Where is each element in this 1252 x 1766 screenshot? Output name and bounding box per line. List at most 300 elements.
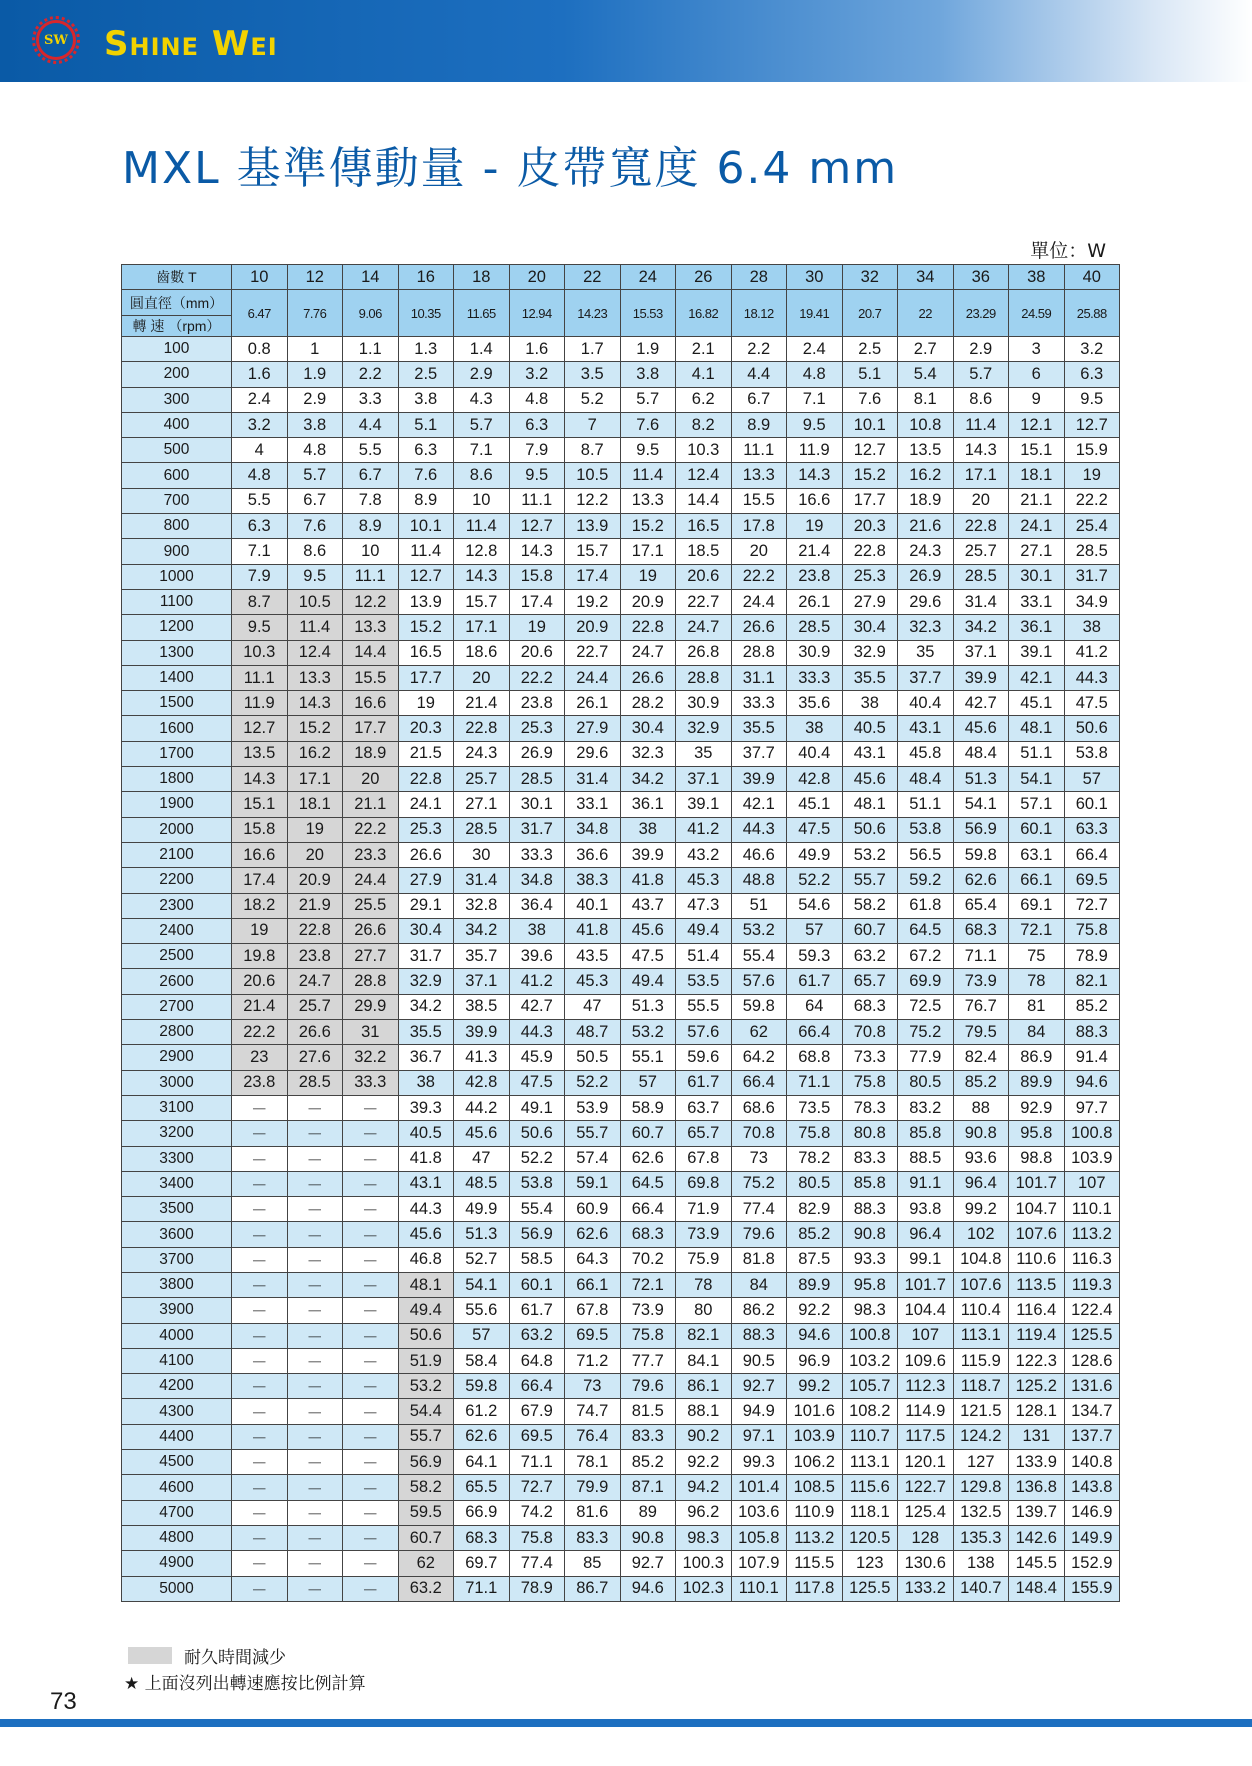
value-cell: 155.9	[1064, 1576, 1120, 1601]
value-cell: 86.9	[1009, 1045, 1065, 1070]
value-cell: 20.6	[232, 969, 288, 994]
value-cell: 41.8	[620, 868, 676, 893]
value-cell: 120.5	[842, 1525, 898, 1550]
table-row	[122, 514, 1120, 539]
value-cell: 88.3	[842, 1197, 898, 1222]
table-row	[122, 1551, 1120, 1576]
value-cell: 42.1	[731, 792, 787, 817]
value-cell: 56.9	[953, 817, 1009, 842]
value-cell: 90.2	[676, 1424, 732, 1449]
value-cell: 2.5	[398, 362, 454, 387]
value-cell: 5.2	[565, 387, 621, 412]
table-row	[122, 1424, 1120, 1449]
value-cell: 136.8	[1009, 1475, 1065, 1500]
value-cell: 10.3	[676, 438, 732, 463]
value-cell: 75.8	[787, 1121, 843, 1146]
value-cell: 3.8	[620, 362, 676, 387]
value-cell: 19	[620, 564, 676, 589]
value-cell: 3.2	[509, 362, 565, 387]
value-cell: 103.6	[731, 1500, 787, 1525]
rpm-cell: 4800	[122, 1525, 232, 1550]
value-cell: 19.2	[565, 589, 621, 614]
value-cell: 3.2	[232, 412, 288, 437]
value-cell: 19	[1064, 463, 1120, 488]
value-cell: 121.5	[953, 1399, 1009, 1424]
value-cell: 51.3	[953, 767, 1009, 792]
value-cell: 20.9	[620, 589, 676, 614]
value-cell: 38	[787, 716, 843, 741]
value-cell: 21.4	[787, 539, 843, 564]
value-cell: 42.8	[454, 1070, 510, 1095]
value-cell: 81.5	[620, 1399, 676, 1424]
value-cell: 46.6	[731, 842, 787, 867]
value-cell: 50.5	[565, 1045, 621, 1070]
value-cell: 142.6	[1009, 1525, 1065, 1550]
value-cell: 125.5	[1064, 1323, 1120, 1348]
value-cell: 11.9	[232, 691, 288, 716]
value-cell: 11.1	[509, 488, 565, 513]
value-cell: 63.7	[676, 1095, 732, 1120]
table-row	[122, 1222, 1120, 1247]
value-cell: 32.9	[398, 969, 454, 994]
value-cell: 107	[1064, 1171, 1120, 1196]
value-cell: 113.1	[842, 1450, 898, 1475]
value-cell: 4.8	[509, 387, 565, 412]
value-cell: 35	[676, 741, 732, 766]
value-cell: 36.6	[565, 842, 621, 867]
value-cell: 63.2	[842, 944, 898, 969]
value-cell: －	[287, 1348, 343, 1373]
value-cell: 19	[232, 918, 288, 943]
value-cell: 110.4	[953, 1298, 1009, 1323]
value-cell: 42.7	[953, 691, 1009, 716]
value-cell: 44.3	[509, 1020, 565, 1045]
diameter-cell: 16.82	[676, 290, 732, 337]
value-cell: －	[343, 1272, 399, 1297]
value-cell: 5.7	[454, 412, 510, 437]
value-cell: 59.5	[398, 1500, 454, 1525]
value-cell: 6.2	[676, 387, 732, 412]
value-cell: 40.5	[398, 1121, 454, 1146]
value-cell: 109.6	[898, 1348, 954, 1373]
value-cell: 56.5	[898, 842, 954, 867]
value-cell: －	[232, 1500, 288, 1525]
value-cell: 8.7	[232, 589, 288, 614]
value-cell: 23.8	[787, 564, 843, 589]
value-cell: 17.4	[565, 564, 621, 589]
value-cell: 8.6	[287, 539, 343, 564]
teeth-cell: 18	[454, 265, 510, 290]
value-cell: 105.7	[842, 1374, 898, 1399]
page-title: MXL 基準傳動量 - 皮帶寬度 6.4 mm	[122, 143, 899, 194]
value-cell: 75.2	[898, 1020, 954, 1045]
value-cell: 96.9	[787, 1348, 843, 1373]
value-cell: 100.8	[1064, 1121, 1120, 1146]
rpm-cell: 4100	[122, 1348, 232, 1373]
value-cell: 7.6	[287, 514, 343, 539]
table-row	[122, 488, 1120, 513]
rpm-cell: 1400	[122, 665, 232, 690]
value-cell: 32.8	[454, 893, 510, 918]
value-cell: 41.8	[565, 918, 621, 943]
value-cell: 34.2	[620, 767, 676, 792]
value-cell: 87.5	[787, 1247, 843, 1272]
value-cell: 82.9	[787, 1197, 843, 1222]
value-cell: 36.7	[398, 1045, 454, 1070]
value-cell: 96.2	[676, 1500, 732, 1525]
value-cell: 79.5	[953, 1020, 1009, 1045]
value-cell: －	[232, 1576, 288, 1601]
value-cell: 34.8	[509, 868, 565, 893]
value-cell: 117.8	[787, 1576, 843, 1601]
value-cell: 53.2	[398, 1374, 454, 1399]
value-cell: 113.2	[1064, 1222, 1120, 1247]
value-cell: 66.4	[787, 1020, 843, 1045]
value-cell: 47	[565, 994, 621, 1019]
value-cell: 19	[287, 817, 343, 842]
value-cell: 58.4	[454, 1348, 510, 1373]
value-cell: 22.8	[953, 514, 1009, 539]
value-cell: 71.1	[509, 1450, 565, 1475]
value-cell: －	[287, 1197, 343, 1222]
value-cell: 43.1	[898, 716, 954, 741]
value-cell: 53.9	[565, 1095, 621, 1120]
value-cell: 75	[1009, 944, 1065, 969]
value-cell: 48.1	[842, 792, 898, 817]
value-cell: 20.3	[398, 716, 454, 741]
value-cell: 87.1	[620, 1475, 676, 1500]
value-cell: 45.6	[953, 716, 1009, 741]
value-cell: 152.9	[1064, 1551, 1120, 1576]
value-cell: 38	[398, 1070, 454, 1095]
value-cell: 41.2	[676, 817, 732, 842]
value-cell: 11.1	[731, 438, 787, 463]
value-cell: 60.9	[565, 1197, 621, 1222]
table-row	[122, 615, 1120, 640]
value-cell: 93.3	[842, 1247, 898, 1272]
value-cell: 140.8	[1064, 1450, 1120, 1475]
value-cell: 28.2	[620, 691, 676, 716]
value-cell: 110.1	[731, 1576, 787, 1601]
table-row	[122, 412, 1120, 437]
value-cell: －	[343, 1475, 399, 1500]
table-row	[122, 1121, 1120, 1146]
value-cell: 114.9	[898, 1399, 954, 1424]
value-cell: 51.3	[620, 994, 676, 1019]
value-cell: 36.4	[509, 893, 565, 918]
rpm-cell: 2800	[122, 1020, 232, 1045]
value-cell: 35.5	[731, 716, 787, 741]
value-cell: 13.3	[343, 615, 399, 640]
table-row	[122, 1500, 1120, 1525]
value-cell: －	[287, 1222, 343, 1247]
value-cell: 100.3	[676, 1551, 732, 1576]
value-cell: 52.2	[509, 1146, 565, 1171]
value-cell: 23	[232, 1045, 288, 1070]
value-cell: 65.7	[842, 969, 898, 994]
value-cell: 1.1	[343, 337, 399, 362]
value-cell: 17.1	[287, 767, 343, 792]
value-cell: －	[232, 1551, 288, 1576]
value-cell: 26.8	[676, 640, 732, 665]
value-cell: 54.1	[454, 1272, 510, 1297]
value-cell: 73	[731, 1146, 787, 1171]
value-cell: 48.1	[398, 1272, 454, 1297]
value-cell: 40.4	[898, 691, 954, 716]
value-cell: 119.3	[1064, 1272, 1120, 1297]
diameter-cell: 15.53	[620, 290, 676, 337]
value-cell: 17.1	[953, 463, 1009, 488]
value-cell: 54.4	[398, 1399, 454, 1424]
value-cell: 64.5	[620, 1171, 676, 1196]
value-cell: 73.9	[676, 1222, 732, 1247]
value-cell: －	[232, 1525, 288, 1550]
value-cell: 20	[287, 842, 343, 867]
table-row	[122, 741, 1120, 766]
value-cell: 4.1	[676, 362, 732, 387]
value-cell: 43.7	[620, 893, 676, 918]
value-cell: 1.9	[620, 337, 676, 362]
value-cell: 54.6	[787, 893, 843, 918]
value-cell: 28.8	[731, 640, 787, 665]
value-cell: 12.7	[1064, 412, 1120, 437]
value-cell: 10.8	[898, 412, 954, 437]
value-cell: 100.8	[842, 1323, 898, 1348]
value-cell: 9.5	[232, 615, 288, 640]
value-cell: 28.8	[343, 969, 399, 994]
value-cell: 51.9	[398, 1348, 454, 1373]
value-cell: 55.5	[676, 994, 732, 1019]
value-cell: 55.4	[731, 944, 787, 969]
rpm-cell: 1000	[122, 564, 232, 589]
value-cell: 12.7	[232, 716, 288, 741]
table-row	[122, 1247, 1120, 1272]
value-cell: 37.1	[454, 969, 510, 994]
value-cell: 81.6	[565, 1500, 621, 1525]
value-cell: 104.8	[953, 1247, 1009, 1272]
value-cell: 93.8	[898, 1197, 954, 1222]
value-cell: －	[232, 1171, 288, 1196]
value-cell: －	[343, 1348, 399, 1373]
value-cell: 65.7	[676, 1121, 732, 1146]
value-cell: 2.9	[454, 362, 510, 387]
value-cell: 26.9	[509, 741, 565, 766]
value-cell: 104.7	[1009, 1197, 1065, 1222]
value-cell: 98.3	[842, 1298, 898, 1323]
value-cell: 30.4	[842, 615, 898, 640]
value-cell: 113.1	[953, 1323, 1009, 1348]
value-cell: 128.6	[1064, 1348, 1120, 1373]
table-row	[122, 640, 1120, 665]
value-cell: 4.8	[787, 362, 843, 387]
rpm-cell: 4000	[122, 1323, 232, 1348]
value-cell: 99.1	[898, 1247, 954, 1272]
value-cell: 130.6	[898, 1551, 954, 1576]
value-cell: 72.7	[509, 1475, 565, 1500]
value-cell: 45.6	[398, 1222, 454, 1247]
value-cell: 60.1	[1009, 817, 1065, 842]
brand-logo	[36, 20, 76, 60]
value-cell: 58.5	[509, 1247, 565, 1272]
rpm-cell: 2500	[122, 944, 232, 969]
value-cell: 60.1	[1064, 792, 1120, 817]
rpm-cell: 1500	[122, 691, 232, 716]
value-cell: 5.7	[953, 362, 1009, 387]
value-cell: 54.1	[1009, 767, 1065, 792]
value-cell: －	[232, 1298, 288, 1323]
table-row	[122, 1576, 1120, 1601]
value-cell: 30.9	[676, 691, 732, 716]
value-cell: 11.9	[787, 438, 843, 463]
teeth-cell: 20	[509, 265, 565, 290]
table-row	[122, 792, 1120, 817]
value-cell: －	[287, 1095, 343, 1120]
value-cell: 2.4	[232, 387, 288, 412]
value-cell: 15.8	[509, 564, 565, 589]
value-cell: 96.4	[953, 1171, 1009, 1196]
value-cell: 51.1	[898, 792, 954, 817]
value-cell: 21.1	[343, 792, 399, 817]
value-cell: 6.3	[398, 438, 454, 463]
table-row	[122, 842, 1120, 867]
value-cell: 85.8	[842, 1171, 898, 1196]
value-cell: 78	[1009, 969, 1065, 994]
value-cell: 128	[898, 1525, 954, 1550]
value-cell: 104.4	[898, 1298, 954, 1323]
table-row	[122, 944, 1120, 969]
value-cell: 17.7	[398, 665, 454, 690]
value-cell: 41.2	[509, 969, 565, 994]
value-cell: 35.7	[454, 944, 510, 969]
value-cell: 30.4	[398, 918, 454, 943]
header-bar	[0, 0, 1252, 82]
value-cell: 22.2	[731, 564, 787, 589]
value-cell: 80.5	[898, 1070, 954, 1095]
value-cell: 46.8	[398, 1247, 454, 1272]
value-cell: 137.7	[1064, 1424, 1120, 1449]
table-row	[122, 1348, 1120, 1373]
value-cell: 15.9	[1064, 438, 1120, 463]
value-cell: 57	[1064, 767, 1120, 792]
value-cell: 113.5	[1009, 1272, 1065, 1297]
value-cell: 19	[509, 615, 565, 640]
table-row	[122, 1298, 1120, 1323]
value-cell: 68.8	[787, 1045, 843, 1070]
teeth-cell: 26	[676, 265, 732, 290]
value-cell: 91.4	[1064, 1045, 1120, 1070]
value-cell: 58.2	[398, 1475, 454, 1500]
value-cell: 84	[731, 1272, 787, 1297]
value-cell: 6.7	[287, 488, 343, 513]
value-cell: 97.1	[731, 1424, 787, 1449]
value-cell: 39.9	[454, 1020, 510, 1045]
value-cell: －	[232, 1399, 288, 1424]
value-cell: 99.3	[731, 1450, 787, 1475]
header-row-teeth	[122, 265, 1120, 290]
value-cell: 47.5	[509, 1070, 565, 1095]
value-cell: 61.7	[787, 969, 843, 994]
value-cell: 13.3	[731, 463, 787, 488]
value-cell: －	[343, 1424, 399, 1449]
value-cell: 99.2	[953, 1197, 1009, 1222]
value-cell: 10.1	[398, 514, 454, 539]
value-cell: 33.3	[787, 665, 843, 690]
value-cell: 37.7	[898, 665, 954, 690]
rpm-cell: 2000	[122, 817, 232, 842]
value-cell: 12.7	[509, 514, 565, 539]
value-cell: 14.3	[953, 438, 1009, 463]
value-cell: 27.1	[454, 792, 510, 817]
value-cell: 62.6	[565, 1222, 621, 1247]
table-row	[122, 1374, 1120, 1399]
value-cell: 10.5	[565, 463, 621, 488]
value-cell: 16.5	[398, 640, 454, 665]
value-cell: 8.9	[398, 488, 454, 513]
value-cell: 24.3	[454, 741, 510, 766]
value-cell: －	[287, 1399, 343, 1424]
value-cell: 101.7	[1009, 1171, 1065, 1196]
value-cell: 98.3	[676, 1525, 732, 1550]
diameter-cell: 22	[898, 290, 954, 337]
value-cell: 57.4	[565, 1146, 621, 1171]
value-cell: 66.4	[509, 1374, 565, 1399]
value-cell: 14.3	[454, 564, 510, 589]
value-cell: 22.2	[343, 817, 399, 842]
value-cell: 66.1	[1009, 868, 1065, 893]
value-cell: 120.1	[898, 1450, 954, 1475]
table-row	[122, 589, 1120, 614]
value-cell: 58.9	[620, 1095, 676, 1120]
value-cell: 25.3	[509, 716, 565, 741]
value-cell: 8.6	[953, 387, 1009, 412]
value-cell: 96.4	[898, 1222, 954, 1247]
value-cell: 38.3	[565, 868, 621, 893]
value-cell: 67.9	[509, 1399, 565, 1424]
transmission-table	[121, 264, 1120, 1602]
value-cell: 17.1	[620, 539, 676, 564]
value-cell: 3	[1009, 337, 1065, 362]
table-row	[122, 767, 1120, 792]
diameter-cell: 11.65	[454, 290, 510, 337]
value-cell: 41.3	[454, 1045, 510, 1070]
value-cell: 45.6	[842, 767, 898, 792]
value-cell: 2.4	[787, 337, 843, 362]
rpm-cell: 100	[122, 337, 232, 362]
value-cell: 93.6	[953, 1146, 1009, 1171]
value-cell: 148.4	[1009, 1576, 1065, 1601]
value-cell: 49.1	[509, 1095, 565, 1120]
value-cell: 107.6	[953, 1272, 1009, 1297]
value-cell: 6	[1009, 362, 1065, 387]
value-cell: 23.3	[343, 842, 399, 867]
value-cell: 101.6	[787, 1399, 843, 1424]
rpm-cell: 3600	[122, 1222, 232, 1247]
value-cell: －	[232, 1323, 288, 1348]
value-cell: 92.2	[676, 1450, 732, 1475]
value-cell: 47.5	[1064, 691, 1120, 716]
value-cell: 110.6	[1009, 1247, 1065, 1272]
value-cell: 133.9	[1009, 1450, 1065, 1475]
value-cell: 4.4	[343, 412, 399, 437]
value-cell: 24.7	[287, 969, 343, 994]
value-cell: 26.6	[731, 615, 787, 640]
value-cell: 5.1	[842, 362, 898, 387]
value-cell: 21.1	[1009, 488, 1065, 513]
value-cell: －	[287, 1450, 343, 1475]
value-cell: 64.2	[731, 1045, 787, 1070]
value-cell: 52.7	[454, 1247, 510, 1272]
value-cell: 77.9	[898, 1045, 954, 1070]
